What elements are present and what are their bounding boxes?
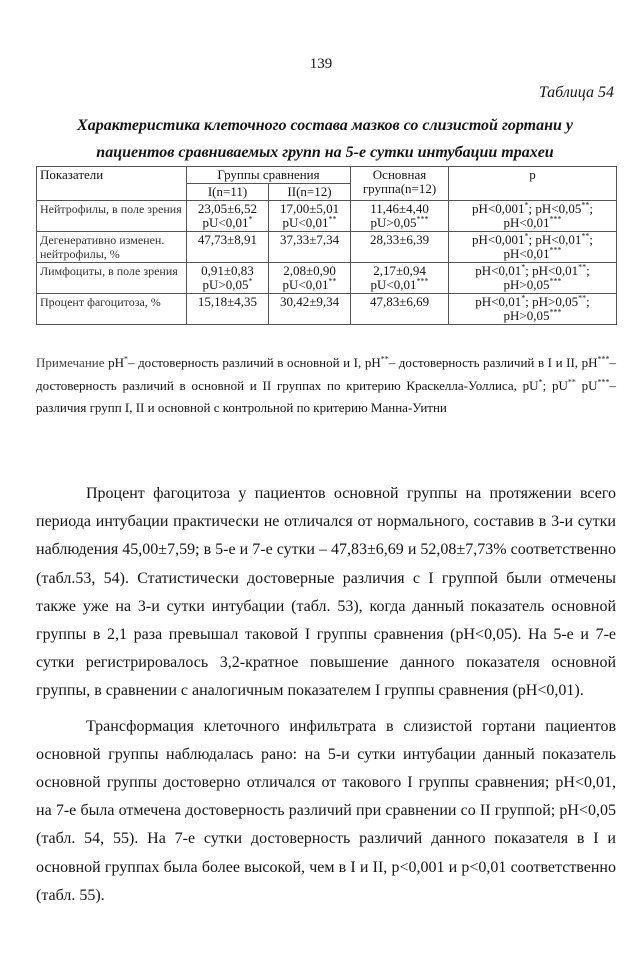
cell-group-1: 23,05±6,52 pU<0,01* bbox=[187, 201, 269, 232]
cell-group-1: 0,91±0,83 pU>0,05* bbox=[187, 263, 269, 294]
table-label: Таблица 54 bbox=[538, 84, 614, 101]
header-group-1: I(n=11) bbox=[187, 184, 269, 201]
cell-main-group: 47,83±6,69 bbox=[351, 294, 449, 325]
cell-group-1: 47,73±8,91 bbox=[187, 232, 269, 263]
header-indicators: Показатели bbox=[37, 167, 187, 201]
cell-group-1: 15,18±4,35 bbox=[187, 294, 269, 325]
header-p: p bbox=[449, 167, 617, 201]
table-row bbox=[37, 201, 617, 232]
cell-group-2: 30,42±9,34 bbox=[269, 294, 351, 325]
table-caption: Характеристика клеточного состава мазков со слизистой гортани у пациентов сравниваемых групп на 5-е сутки интубации трахеи bbox=[77, 117, 573, 161]
cell-main-group: 11,46±4,40 pU>0,05*** bbox=[351, 201, 449, 232]
note-label: Примечание bbox=[36, 355, 105, 370]
cell-group-2: 2,08±0,90 pU<0,01** bbox=[269, 263, 351, 294]
body-text bbox=[36, 480, 616, 910]
header-comparison-groups: Группы сравнения bbox=[187, 167, 351, 184]
page-number: 139 bbox=[309, 56, 333, 72]
data-table bbox=[36, 166, 617, 325]
cell-group-2: 17,00±5,01 pU<0,01** bbox=[269, 201, 351, 232]
paragraph: Процент фагоцитоза у пациентов основной группы на протяжении всего периода интубации практически не отличался от нормального, составив в 3-и сутки наблюдения 45,00±7,59; в 5-е и 7-е сутки – 47,83±6,69 и 52,08±7,73% соответственно (табл.53, 54). Статистически достоверные различия с I группой были отмечены также уже на 3-и сутки интубации (табл. 53), когда данный показатель основной группы в 2,1 раза превышал таковой I группы сравнения (pH<0,05). На 5-е и 7-е сутки регистрировалось 3,2-кратное повышение данного показателя основной группы, в сравнении с аналогичным показателем I группы сравнения (pH<0,01). bbox=[36, 485, 616, 700]
cell-main-group: 28,33±6,39 bbox=[351, 232, 449, 263]
row-indicator: Процент фагоцитоза, % bbox=[37, 294, 187, 325]
cell-p: pH<0,001*; pH<0,01**; pH<0,01*** bbox=[449, 232, 617, 263]
table-note: Примечание pH*– достоверность различий в основной и I, pH**– достоверность различий в I и II, pH***– достоверность различий в основной и II группах по критерию Краскелла-Уоллиса, pU*; pU** pU***– различия групп I, II и основной с контрольной по критерию Манна-Уитни bbox=[36, 354, 616, 415]
cell-p: pH<0,01*; pH<0,01**; pH>0,05*** bbox=[449, 263, 617, 294]
cell-group-2: 37,33±7,34 bbox=[269, 232, 351, 263]
table-row bbox=[37, 263, 617, 294]
header-group-2: II(n=12) bbox=[269, 184, 351, 201]
paragraph: Трансформация клеточного инфильтрата в слизистой гортани пациентов основной группы наблюдалась рано: на 5-и сутки интубации данный показатель основной группы достоверно отличался от такового I группы сравнения; pH<0,01, на 7-е была отмечена достоверность различий при сравнении со II группой; pH<0,05 (табл. 54, 55). На 7-е сутки достоверность различий данного показателя в I и основной группах была более высокой, чем в I и II, p<0,001 и p<0,01 соответственно (табл. 55). bbox=[36, 717, 616, 904]
row-indicator: Нейтрофилы, в поле зрения bbox=[37, 201, 187, 232]
table-header-row bbox=[37, 167, 617, 184]
table-row bbox=[37, 294, 617, 325]
header-main-group: Основная группа(n=12) bbox=[351, 167, 449, 201]
table-row bbox=[37, 232, 617, 263]
cell-main-group: 2,17±0,94 pU<0,01*** bbox=[351, 263, 449, 294]
cell-p: pH<0,001*; pH<0,05**; pH<0,01*** bbox=[449, 201, 617, 232]
row-indicator: Дегенеративно изменен. нейтрофилы, % bbox=[37, 232, 187, 263]
cell-p: pH<0,01*; pH>0,05**; pH>0,05*** bbox=[449, 294, 617, 325]
row-indicator: Лимфоциты, в поле зрения bbox=[37, 263, 187, 294]
